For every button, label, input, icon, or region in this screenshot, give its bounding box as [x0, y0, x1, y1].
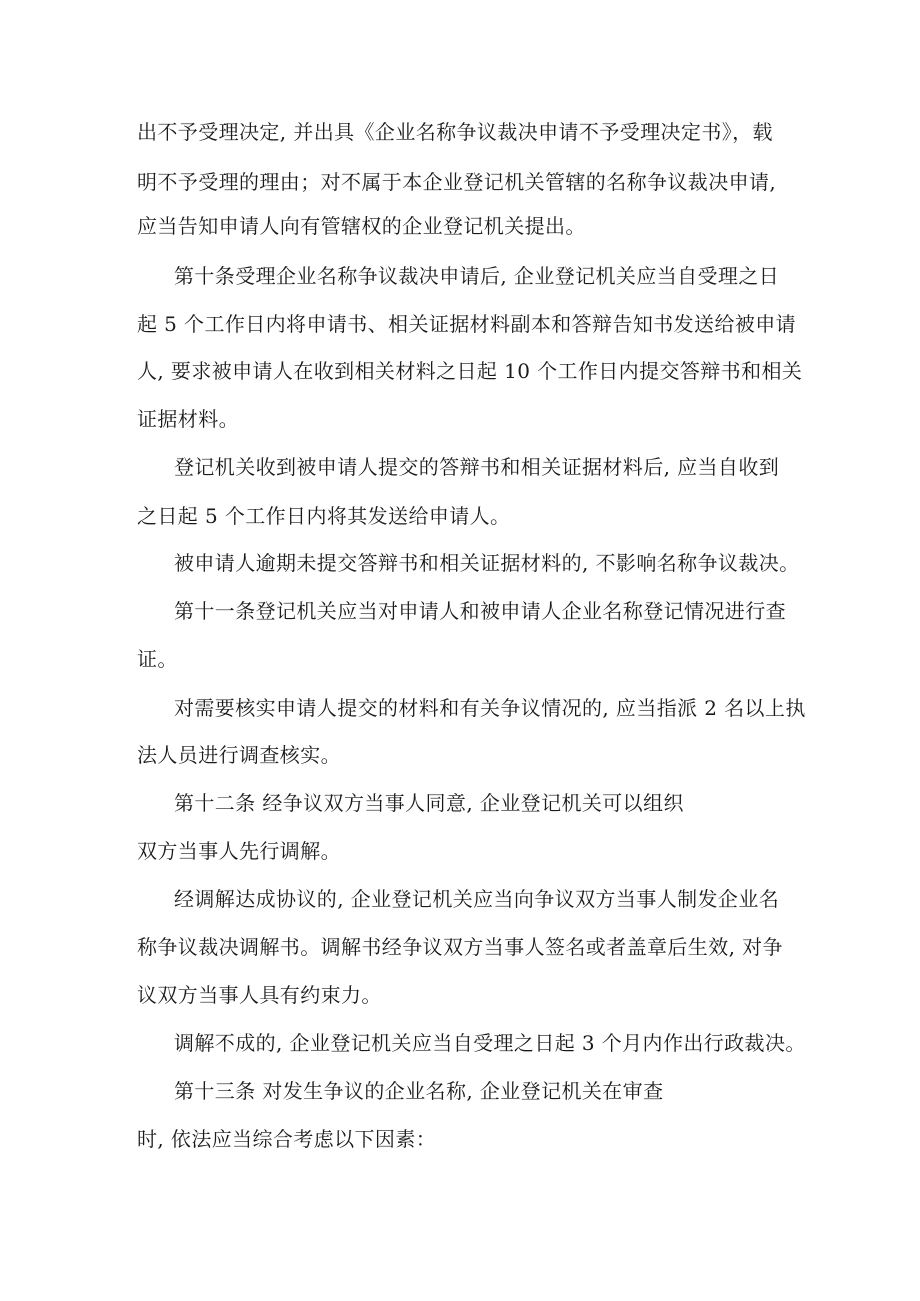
text-line: 法人员进行调查核实。 — [137, 743, 341, 767]
text-line: 经调解达成协议的, 企业登记机关应当向争议双方当事人制发企业名 — [174, 887, 780, 911]
text-line: 时, 依法应当综合考虑以下因素： — [137, 1127, 437, 1151]
text-line: 证据材料。 — [137, 407, 239, 431]
text-line: 议双方当事人具有约束力。 — [137, 983, 382, 1007]
text-line: 调解不成的, 企业登记机关应当自受理之日起 3 个月内作出行政裁决。 — [174, 1031, 806, 1055]
text-line: 出不予受理决定, 并出具《企业名称争议裁决申请不予受理决定书》，载 — [137, 120, 773, 144]
text-line: 应当告知申请人向有管辖权的企业登记机关提出。 — [137, 214, 586, 238]
text-line: 第十三条 对发生争议的企业名称, 企业登记机关在审查 — [174, 1079, 664, 1103]
text-line: 第十条受理企业名称争议裁决申请后, 企业登记机关应当自受理之日 — [174, 264, 780, 288]
text-line: 证。 — [137, 647, 178, 671]
text-line: 人, 要求被申请人在收到相关材料之日起 10 个工作日内提交答辩书和相关 — [137, 359, 803, 383]
text-line: 称争议裁决调解书。调解书经争议双方当事人签名或者盖章后生效, 对争 — [137, 935, 783, 959]
text-line: 起 5 个工作日内将申请书、相关证据材料副本和答辩告知书发送给被申请 — [137, 312, 797, 336]
text-line: 第十二条 经争议双方当事人同意, 企业登记机关可以组织 — [174, 791, 684, 815]
text-line: 登记机关收到被申请人提交的答辩书和相关证据材料后, 应当自收到 — [174, 455, 780, 479]
text-line: 明不予受理的理由；对不属于本企业登记机关管辖的名称争议裁决申请, — [137, 170, 777, 194]
text-line: 之日起 5 个工作日内将其发送给申请人。 — [137, 504, 511, 528]
text-line: 双方当事人先行调解。 — [137, 839, 341, 863]
text-line: 第十一条登记机关应当对申请人和被申请人企业名称登记情况进行查 — [174, 599, 786, 623]
text-line: 对需要核实申请人提交的材料和有关争议情况的, 应当指派 2 名以上执 — [174, 696, 806, 720]
text-line: 被申请人逾期未提交答辩书和相关证据材料的, 不影响名称争议裁决。 — [174, 551, 800, 575]
